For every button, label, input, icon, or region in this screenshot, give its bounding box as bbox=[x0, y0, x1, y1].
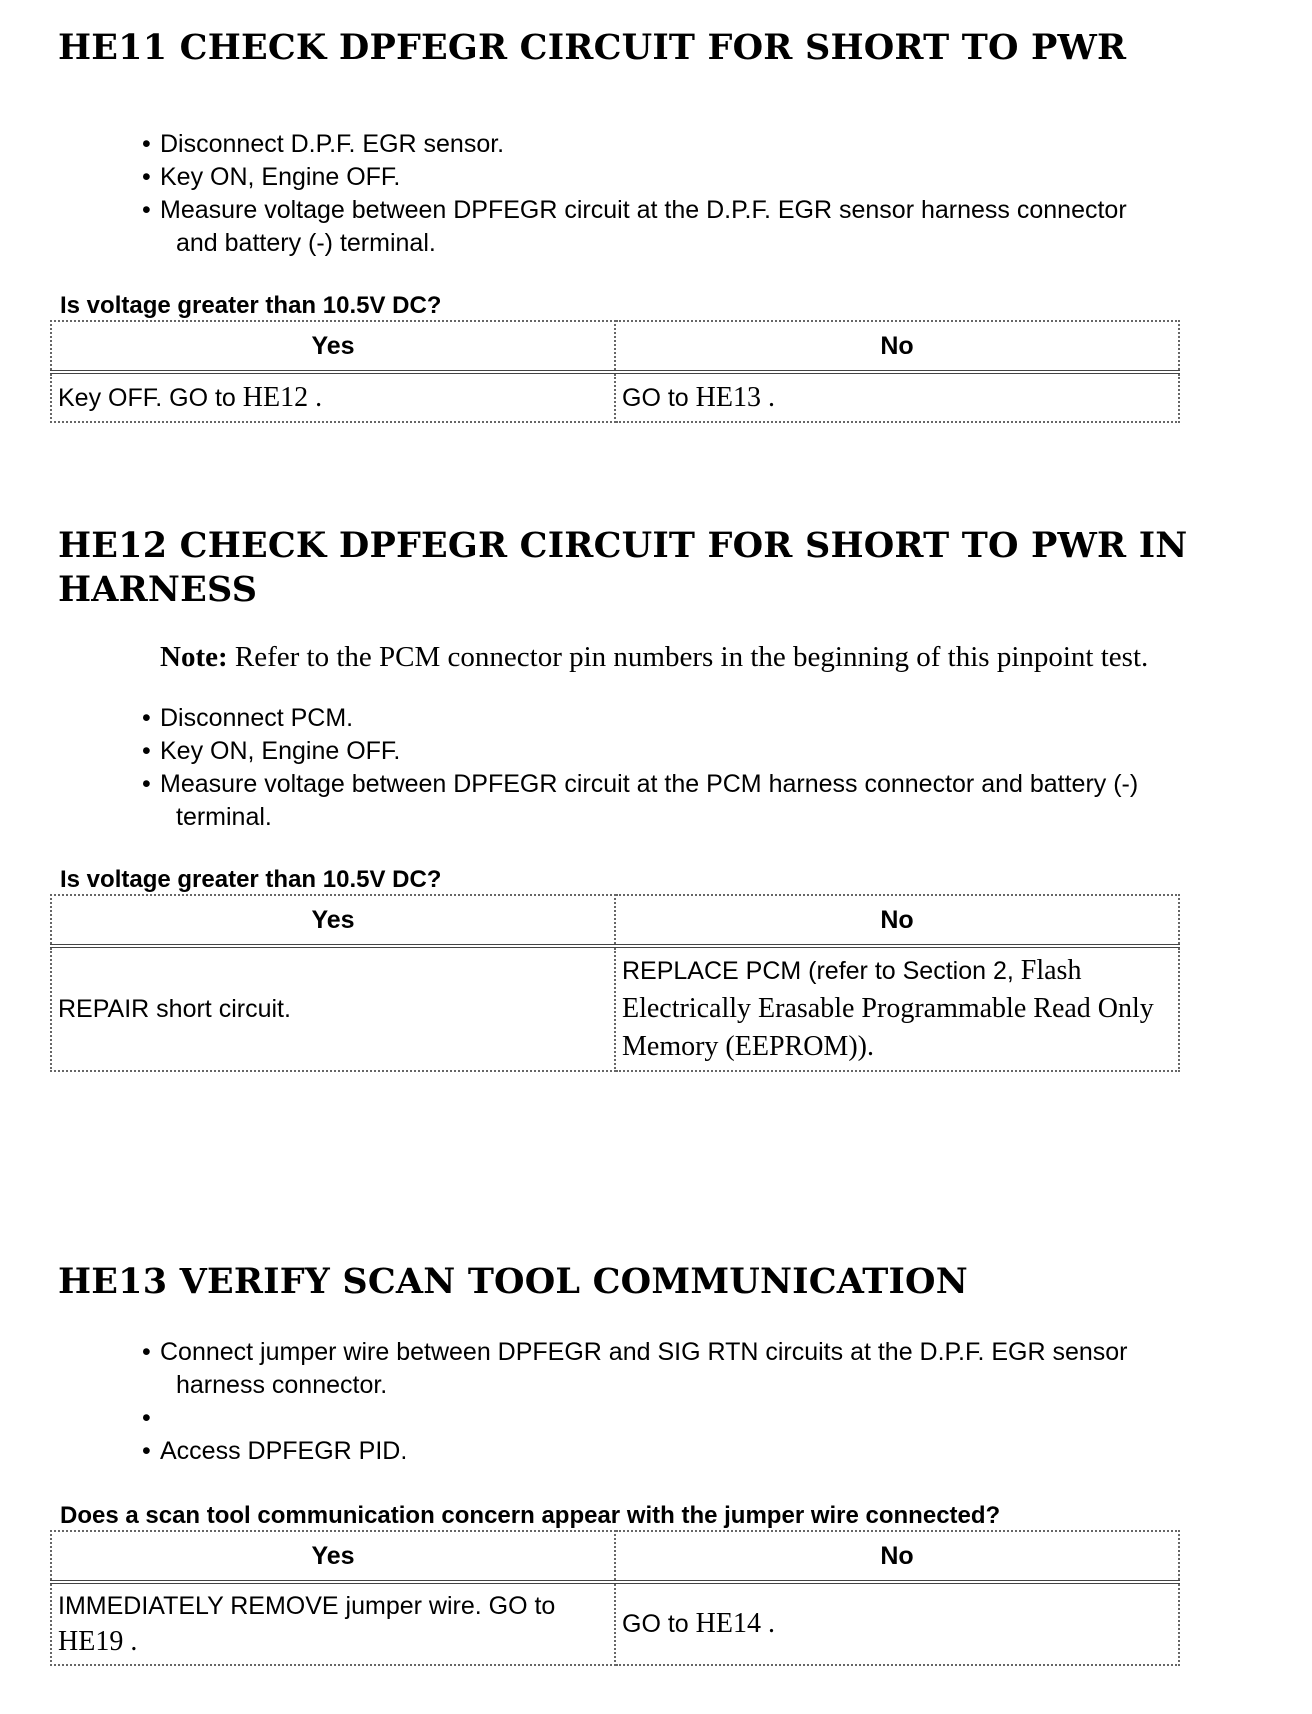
section-title: HE13 VERIFY SCAN TOOL COMMUNICATION bbox=[58, 1261, 968, 1302]
bullet-icon: • bbox=[142, 704, 151, 732]
link-he14[interactable]: HE14 . bbox=[695, 1608, 775, 1639]
link-flash-eeprom[interactable]: Flash Electrically Erasable Programmable Read Only Memory (EEPROM)). bbox=[622, 955, 1154, 1062]
step-item: • Measure voltage between DPFEGR circuit at the PCM harness connector and battery (-) terminal. bbox=[142, 770, 1139, 831]
note: Note: Refer to the PCM connector pin numbers in the beginning of this pinpoint test. bbox=[160, 641, 1149, 673]
bullet-icon: • bbox=[142, 1437, 151, 1465]
no-header: No bbox=[615, 1531, 1179, 1582]
yes-cell: IMMEDIATELY REMOVE jumper wire. GO to HE19 . bbox=[51, 1582, 615, 1665]
link-he12[interactable]: HE12 . bbox=[242, 381, 323, 413]
step-list bbox=[142, 702, 1312, 834]
no-cell: REPLACE PCM (refer to Section 2, Flash Electrically Erasable Programmable Read Only Memory (EEPROM)). bbox=[615, 946, 1179, 1071]
yes-no-table bbox=[50, 320, 1180, 423]
bullet-icon: • bbox=[142, 1404, 151, 1432]
no-header: No bbox=[615, 895, 1179, 946]
question-text: Does a scan tool communication concern appear with the jumper wire connected? bbox=[60, 1502, 1001, 1529]
no-cell: GO to HE14 . bbox=[615, 1582, 1179, 1665]
bullet-icon: • bbox=[142, 1338, 151, 1366]
no-header: No bbox=[615, 321, 1179, 372]
no-cell: GO to HE13 . bbox=[615, 372, 1179, 422]
yes-header: Yes bbox=[51, 1531, 615, 1582]
step-item: • Access DPFEGR PID. bbox=[142, 1435, 1312, 1468]
yes-no-table bbox=[50, 894, 1180, 1072]
step-list bbox=[142, 128, 1312, 260]
step-item: • Connect jumper wire between DPFEGR and SIG RTN circuits at the D.P.F. EGR sensor harness connector. bbox=[142, 1338, 1128, 1399]
step-item: • Disconnect PCM. bbox=[142, 702, 1312, 735]
link-he19[interactable]: HE19 . bbox=[58, 1626, 138, 1657]
bullet-icon: • bbox=[142, 130, 151, 158]
step-item: • Disconnect D.P.F. EGR sensor. bbox=[142, 128, 1312, 161]
bullet-icon: • bbox=[142, 196, 151, 224]
yes-header: Yes bbox=[51, 895, 615, 946]
note-label: Note: bbox=[160, 641, 228, 673]
bullet-icon: • bbox=[142, 737, 151, 765]
section-title: HE12 CHECK DPFEGR CIRCUIT FOR SHORT TO PWR IN HARNESS bbox=[58, 525, 1188, 610]
question-text: Is voltage greater than 10.5V DC? bbox=[60, 866, 442, 893]
yes-header: Yes bbox=[51, 321, 615, 372]
yes-no-table bbox=[50, 1530, 1180, 1666]
section-he12 bbox=[58, 524, 1258, 1072]
bullet-icon: • bbox=[142, 770, 151, 798]
section-he13 bbox=[58, 1260, 1258, 1666]
link-he13[interactable]: HE13 . bbox=[695, 381, 775, 413]
step-item: • Measure voltage between DPFEGR circuit at the D.P.F. EGR sensor harness connector and battery (-) terminal. bbox=[142, 196, 1127, 257]
step-item: • Key ON, Engine OFF. bbox=[142, 735, 1312, 768]
yes-cell: REPAIR short circuit. bbox=[51, 946, 615, 1071]
question-text: Is voltage greater than 10.5V DC? bbox=[60, 292, 442, 319]
step-list bbox=[142, 1336, 1312, 1468]
section-he11 bbox=[58, 26, 1258, 423]
step-item: • Key ON, Engine OFF. bbox=[142, 161, 1312, 194]
step-item bbox=[142, 1402, 1312, 1435]
section-title: HE11 CHECK DPFEGR CIRCUIT FOR SHORT TO PWR bbox=[58, 27, 1127, 68]
yes-cell: Key OFF. GO to HE12 . bbox=[51, 372, 615, 422]
bullet-icon: • bbox=[142, 163, 151, 191]
